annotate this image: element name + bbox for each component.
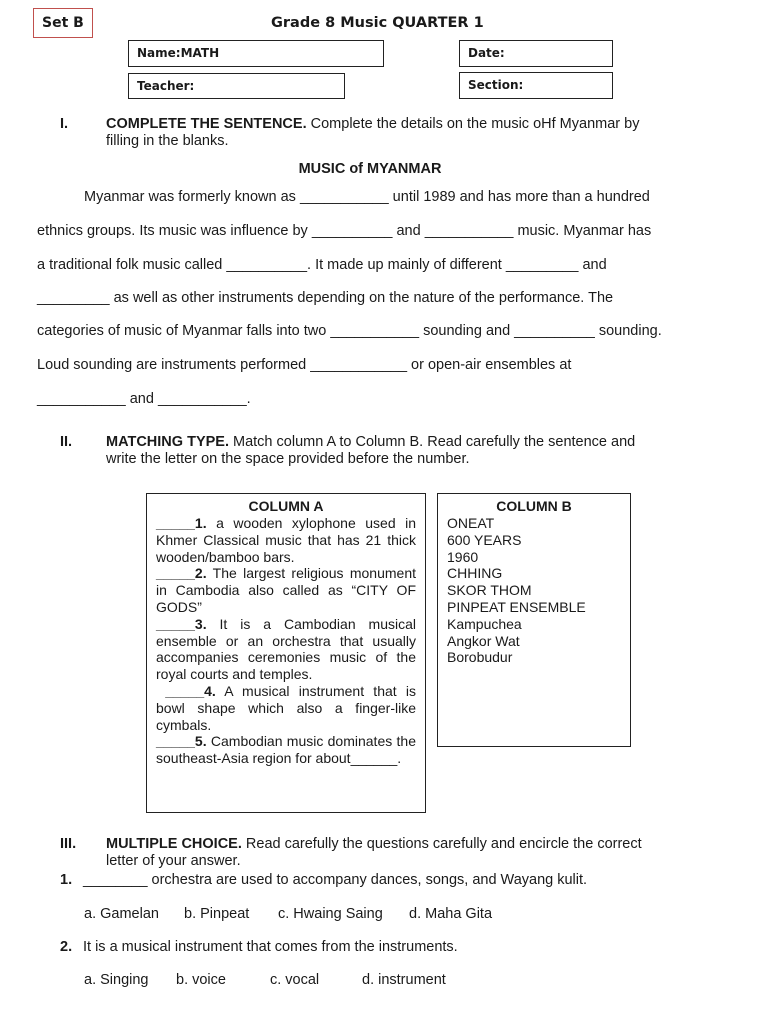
section-label: Section:	[468, 78, 524, 92]
part3-instruction-line2: letter of your answer.	[106, 853, 241, 869]
part3-instruction	[106, 836, 704, 870]
paragraph-line: Myanmar was formerly known as ___________ until 1989 and has more than a hundred	[84, 189, 650, 205]
column-b-item: PINPEAT ENSEMBLE	[447, 598, 586, 615]
teacher-label: Teacher:	[137, 79, 195, 93]
paragraph-line: ethnics groups. Its music was influence by __________ and ___________ music. Myanmar has	[37, 223, 652, 239]
teacher-field[interactable]	[128, 73, 345, 99]
section-field[interactable]	[459, 72, 613, 99]
column-b-item: ONEAT	[447, 515, 495, 531]
choice-option[interactable]: b. voice	[176, 972, 226, 988]
choice-option[interactable]: d. Maha Gita	[409, 906, 493, 922]
column-b-item: Kampuchea	[447, 615, 522, 632]
set-label: Set B	[42, 15, 84, 31]
item-number: _____5.	[156, 733, 207, 750]
paragraph-line: a traditional folk music called __________. It made up mainly of different _________ and	[37, 257, 607, 273]
part3-instruction-text: Read carefully the questions carefully and encircle the correct	[241, 836, 642, 852]
paragraph-line: ___________ and ___________.	[37, 391, 251, 407]
column-b-item: CHHING	[447, 565, 503, 582]
item-number: _____2.	[156, 565, 207, 582]
column-b-item: SKOR THOM	[447, 582, 532, 599]
part2-instruction-line2: write the letter on the space provided before the number.	[106, 451, 470, 467]
item-text: A musical instrument that is bowl shape which also a finger-like cymbals.	[156, 682, 420, 733]
date-field[interactable]	[459, 40, 613, 67]
column-b-item: 1960	[447, 548, 479, 565]
item-number: _____1.	[156, 515, 207, 531]
part2-heading: MATCHING TYPE.	[106, 434, 229, 450]
choice-option[interactable]: b. Pinpeat	[184, 906, 250, 922]
question-number: 1.	[60, 872, 73, 888]
column-a-title: COLUMN A	[248, 498, 324, 514]
column-a-item	[156, 515, 416, 565]
question-text: ________ orchestra are used to accompany dances, songs, and Wayang kulit.	[83, 872, 588, 888]
page-title: Grade 8 Music QUARTER 1	[271, 15, 484, 31]
item-text: The largest religious monument in Cambodia also called as “CITY OF GODS”	[156, 565, 416, 615]
part2-instruction-text: Match column A to Column B. Read carefully the sentence and	[228, 434, 636, 450]
item-number: _____4.	[156, 682, 216, 699]
column-b-item: Borobudur	[447, 649, 513, 666]
column-a-item	[156, 616, 416, 683]
column-a-item	[156, 565, 416, 615]
question-text: It is a musical instrument that comes from the instruments.	[83, 939, 458, 955]
paragraph-line: Loud sounding are instruments performed ____________ or open-air ensembles at	[37, 357, 572, 373]
column-b-title: COLUMN B	[496, 498, 572, 514]
column-b-item: 600 YEARS	[447, 531, 522, 548]
date-label: Date:	[468, 46, 505, 60]
item-number: _____3.	[156, 615, 207, 632]
part1-subtitle: MUSIC of MYANMAR	[298, 161, 442, 177]
column-a-item	[156, 733, 416, 767]
name-label: Name:MATH	[137, 46, 220, 60]
choice-option[interactable]: d. instrument	[362, 972, 446, 988]
part3-heading: MULTIPLE CHOICE.	[106, 836, 242, 852]
question-number: 2.	[60, 939, 73, 955]
part2-instruction	[106, 434, 704, 468]
part1-number: I.	[60, 116, 69, 132]
choice-option[interactable]: a. Singing	[84, 972, 149, 988]
item-text: Cambodian music dominates the southeast-Asia region for about______.	[156, 733, 416, 767]
column-b-box	[437, 493, 631, 747]
choice-option[interactable]: c. Hwaing Saing	[278, 906, 383, 922]
item-text: It is a Cambodian musical ensemble or an orchestra that usually accompanies ceremonies music of the royal courts and temples.	[156, 615, 416, 683]
part1-instruction	[106, 116, 706, 150]
set-label-box	[33, 8, 93, 38]
choice-option[interactable]: c. vocal	[270, 972, 320, 988]
part1-instruction-text: Complete the details on the music oHf Myanmar by	[306, 116, 640, 132]
choice-option[interactable]: a. Gamelan	[84, 906, 159, 922]
paragraph-line: categories of music of Myanmar falls into two ___________ sounding and __________ sounding.	[37, 323, 662, 339]
name-field[interactable]	[128, 40, 384, 67]
paragraph-line: _________ as well as other instruments depending on the nature of the performance. The	[37, 290, 614, 306]
column-b-item: Angkor Wat	[447, 632, 520, 649]
column-a-box	[146, 493, 426, 813]
item-text: a wooden xylophone used in Khmer Classical music that has 21 thick wooden/bamboo bars.	[156, 515, 416, 565]
part1-instruction-line2: filling in the blanks.	[106, 133, 229, 149]
part3-number: III.	[60, 836, 77, 852]
part2-number: II.	[60, 434, 73, 450]
column-a-item	[156, 682, 420, 733]
part1-heading: COMPLETE THE SENTENCE.	[106, 116, 307, 132]
